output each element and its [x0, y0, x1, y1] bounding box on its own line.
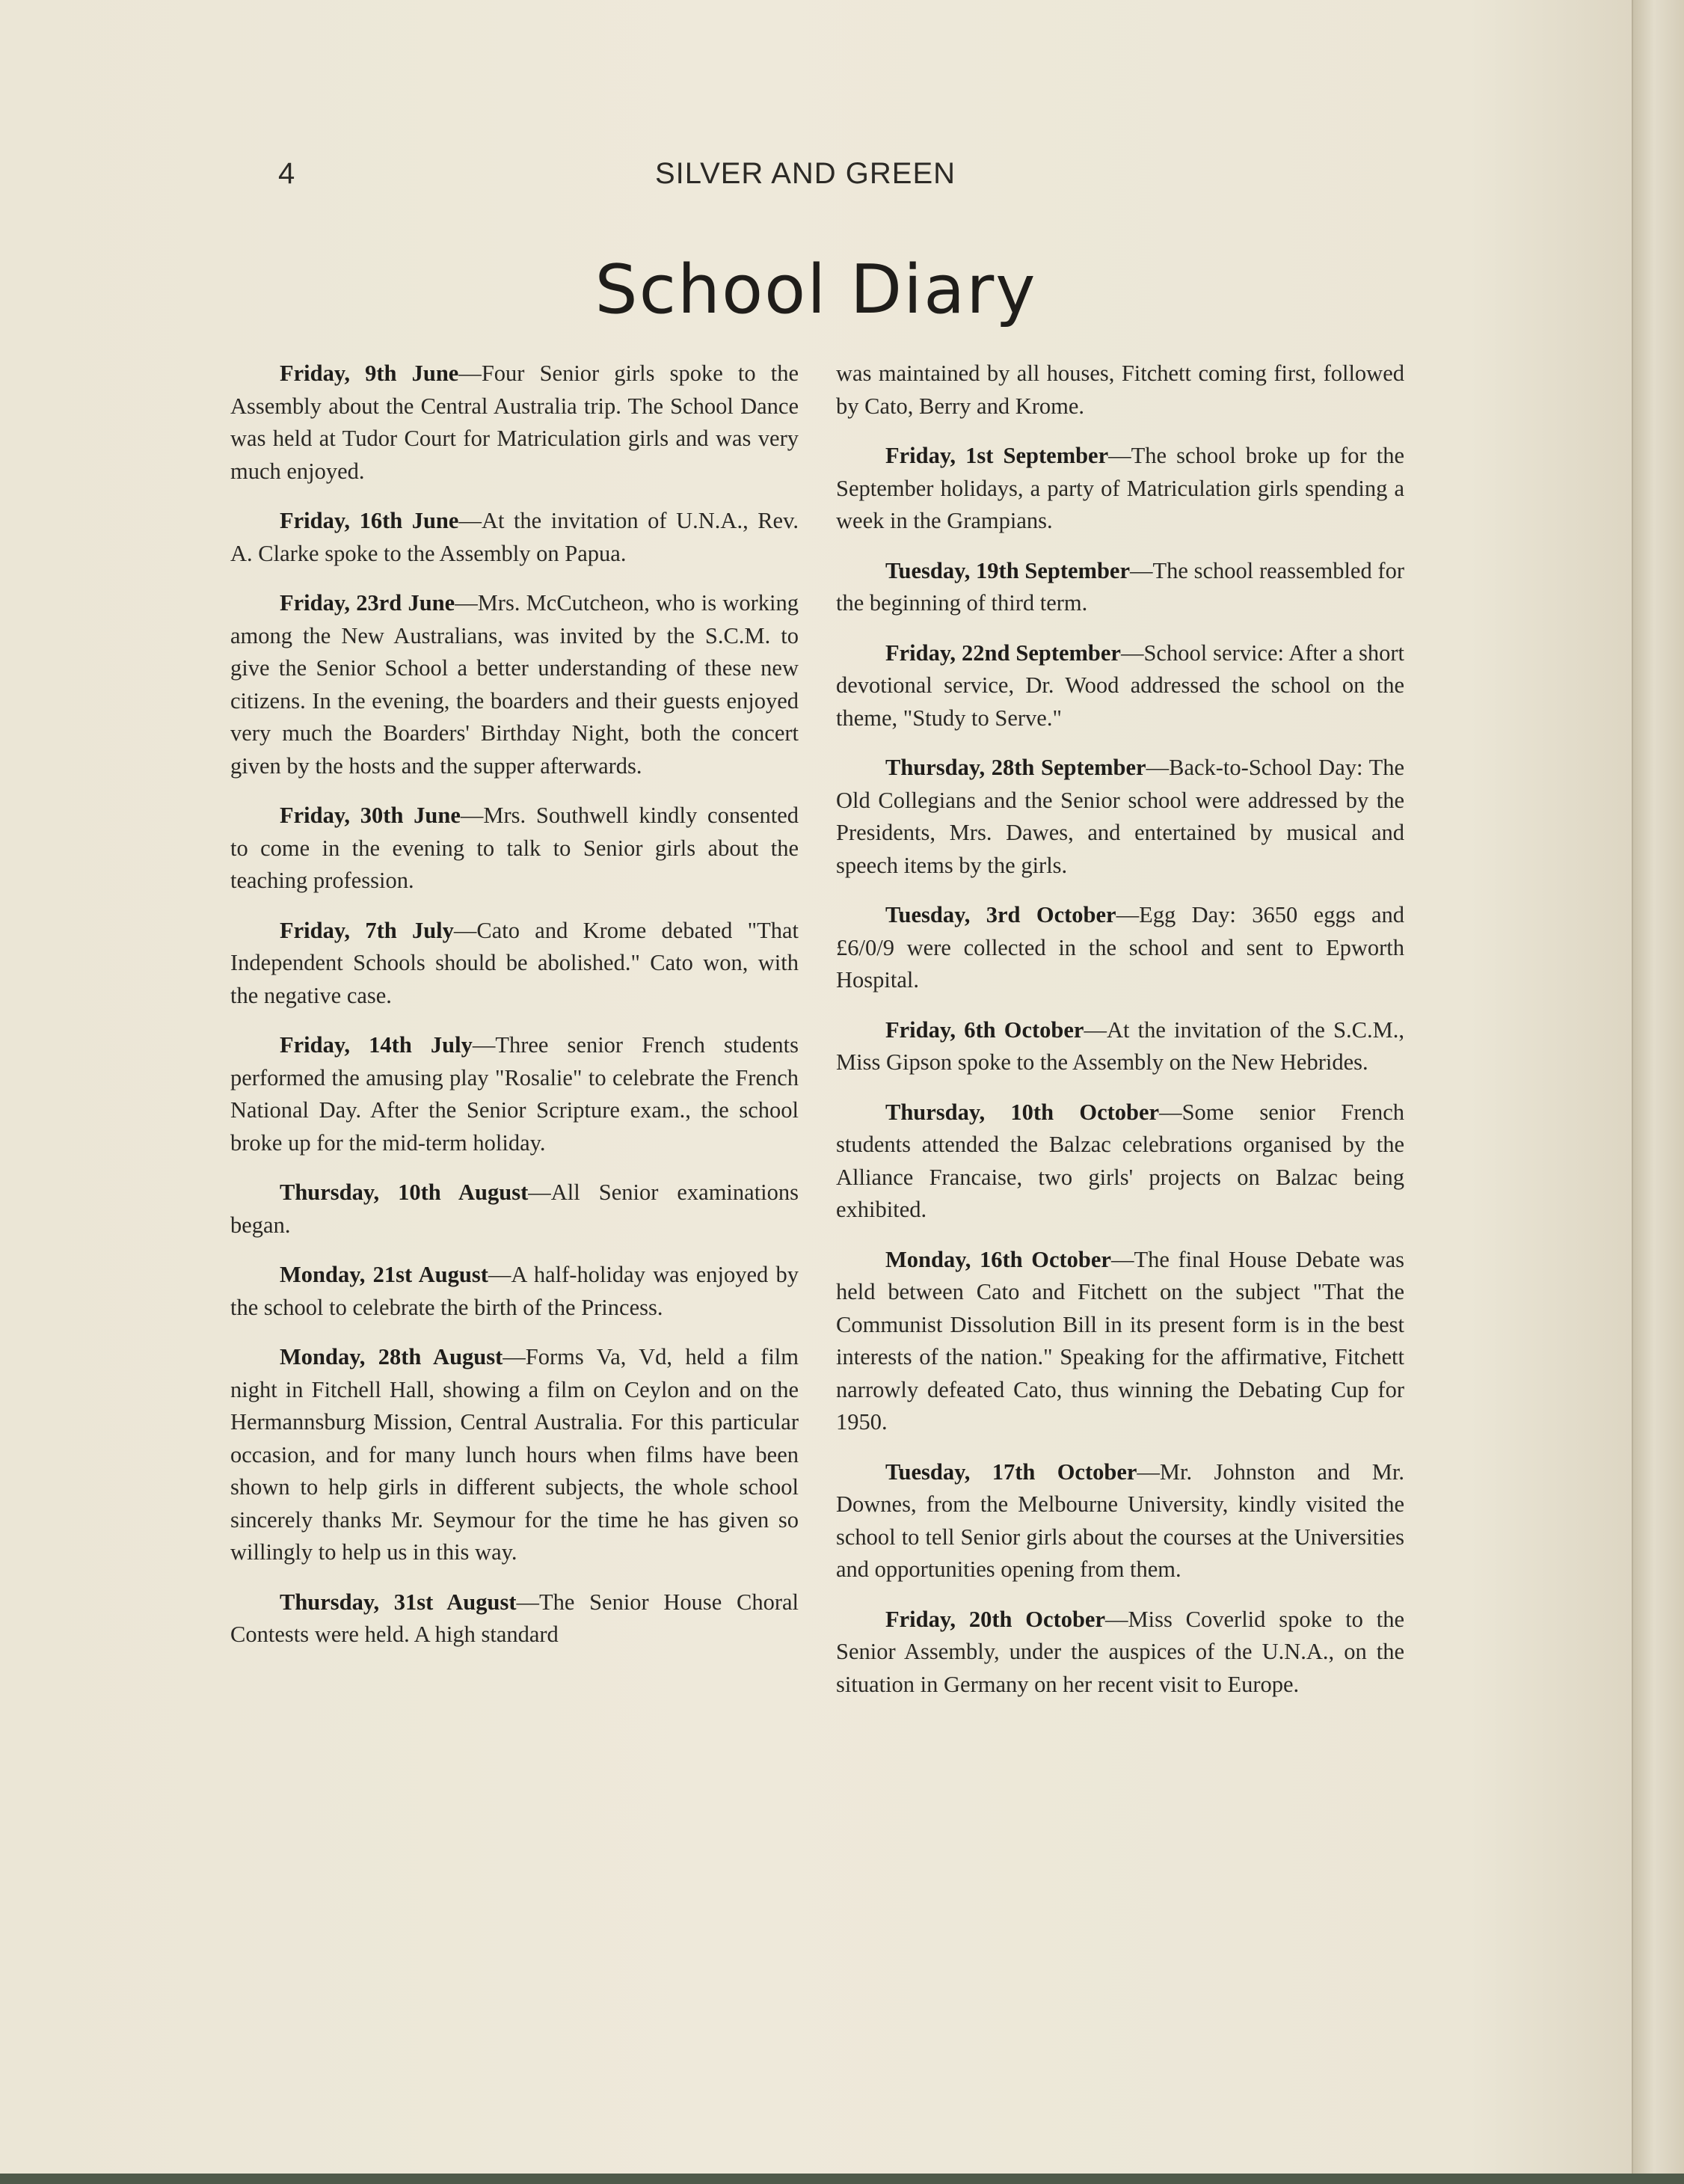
left-column: [230, 358, 799, 1669]
diary-entry: [836, 637, 1404, 735]
diary-entry: [230, 800, 799, 898]
entry-date: Monday, 16th October: [885, 1246, 1111, 1272]
diary-entry: [230, 1586, 799, 1651]
entry-date: Thursday, 10th October: [885, 1099, 1160, 1125]
diary-entry: [836, 358, 1404, 423]
diary-entry: [836, 752, 1404, 882]
entry-text: —Mrs. McCutcheon, who is working among the New Australians, was invited by the S.C.M. to give the Senior School a better understanding of these new citizens. In the evening, the boarders and their guests enjoyed very much the Boarders' Birthday Night, both the concert given by the hosts and the supper afterwards.: [230, 590, 799, 779]
entry-text: was maintained by all houses, Fitchett coming first, followed by Cato, Berry and Krome.: [836, 361, 1404, 419]
entry-date: Friday, 14th July: [280, 1032, 473, 1058]
diary-entry: [836, 1604, 1404, 1702]
page-number: 4: [278, 157, 295, 190]
diary-entry: [230, 358, 799, 488]
diary-entry: [230, 505, 799, 570]
entry-date: Friday, 20th October: [885, 1606, 1106, 1632]
entry-text: —The school reassembled for the beginning of third term.: [836, 557, 1404, 616]
entry-text: —Mrs. Southwell kindly consented to come in the evening to talk to Senior girls about the teaching profession.: [230, 803, 799, 893]
entry-text: —At the invitation of the S.C.M., Miss Gipson spoke to the Assembly on the New Hebrides.: [836, 1016, 1405, 1075]
entry-date: Friday, 6th October: [885, 1016, 1084, 1043]
diary-entry: [836, 555, 1404, 620]
diary-entry: [230, 1177, 799, 1242]
entry-date: Tuesday, 19th September: [885, 557, 1130, 583]
diary-entry: [836, 1014, 1404, 1079]
cover-edge: [0, 2174, 1684, 2184]
running-head: SILVER AND GREEN: [655, 157, 956, 190]
entry-date: Tuesday, 17th October: [885, 1458, 1137, 1485]
entry-date: Thursday, 10th August: [280, 1180, 529, 1205]
diary-entry: [230, 587, 799, 782]
entry-date: Thursday, 31st August: [280, 1589, 517, 1615]
entry-text: —Some senior French students attended the Balzac celebrations organised by the Alliance Francaise, two girls' projects on Balzac being exhibited.: [836, 1099, 1404, 1222]
entry-date: Monday, 21st August: [280, 1262, 488, 1287]
diary-entry: [836, 899, 1404, 997]
entry-text: —The final House Debate was held between Cato and Fitchett on the subject "That the Communist Dissolution Bill in its present form is in the best interests of the nation." Speaking for the affirmative, Fitchett narrowly defeated Cato, thus winning the Debating Cup for 1950.: [836, 1246, 1405, 1435]
right-column: [836, 358, 1404, 1718]
diary-entry: [230, 1029, 799, 1159]
entry-text: —The school broke up for the September holidays, a party of Matriculation girls spending a week in the Grampians.: [836, 443, 1404, 533]
entry-text: —Back-to-School Day: The Old Collegians and the Senior school were addressed by the Presidents, Mrs. Dawes, and entertained by musical and speech items by the girls.: [836, 755, 1404, 878]
entry-date: Friday, 1st September: [885, 443, 1109, 468]
entry-text: —At the invitation of U.N.A., Rev. A. Clarke spoke to the Assembly on Papua.: [230, 508, 799, 566]
entry-text: —Miss Coverlid spoke to the Senior Assembly, under the auspices of the U.N.A., on the situation in Germany on her recent visit to Europe.: [836, 1606, 1404, 1697]
entry-text: —Three senior French students performed the amusing play "Rosalie" to celebrate the French National Day. After the Senior Scripture exam., the school broke up for the mid-term holiday.: [230, 1032, 799, 1156]
diary-entry: [230, 915, 799, 1013]
entry-text: —Four Senior girls spoke to the Assembly about the Central Australia trip. The School Dance was held at Tudor Court for Matriculation girls and was very much enjoyed.: [230, 361, 799, 484]
page-title: School Diary: [594, 251, 1037, 329]
entry-text: —The Senior House Choral Contests were held. A high standard: [230, 1589, 799, 1647]
entry-text: —School service: After a short devotional service, Dr. Wood addressed the school on the theme, "Study to Serve.": [836, 639, 1405, 731]
diary-entry: [230, 1341, 799, 1569]
entry-date: Friday, 22nd September: [885, 639, 1121, 666]
entry-date: Friday, 30th June: [280, 803, 461, 828]
entry-date: Friday, 16th June: [280, 508, 459, 533]
entry-text: —Egg Day: 3650 eggs and £6/0/9 were collected in the school and sent to Epworth Hospital.: [836, 902, 1404, 993]
entry-text: —Mr. Johnston and Mr. Downes, from the Melbourne University, kindly visited the school to tell Senior girls about the courses at the Universities and opportunities opening from them.: [836, 1458, 1404, 1582]
entry-date: Friday, 7th July: [280, 917, 454, 943]
entry-date: Tuesday, 3rd October: [885, 902, 1116, 927]
diary-entry: [836, 1456, 1404, 1586]
entry-date: Thursday, 28th September: [885, 755, 1146, 780]
diary-entry: [230, 1259, 799, 1324]
entry-date: Monday, 28th August: [280, 1344, 503, 1369]
entry-date: Friday, 9th June: [280, 361, 459, 386]
entry-text: —All Senior examinations began.: [230, 1180, 799, 1238]
binding-edge: [1632, 0, 1684, 2184]
entry-date: Friday, 23rd June: [280, 590, 455, 616]
diary-entry: [836, 1244, 1404, 1439]
diary-entry: [836, 1096, 1404, 1227]
entry-text: —A half-holiday was enjoyed by the school to celebrate the birth of the Princess.: [230, 1262, 799, 1320]
diary-entry: [836, 440, 1404, 538]
entry-text: —Forms Va, Vd, held a film night in Fitchell Hall, showing a film on Ceylon and on the Hermannsburg Mission, Central Australia. For this particular occasion, and for many lunch hours when films have been shown to help girls in different subjects, the whole school sincerely thanks Mr. Seymour for the time he has given so willingly to help us in this way.: [230, 1344, 799, 1565]
entry-text: —Cato and Krome debated "That Independent Schools should be abolished." Cato won, with the negative case.: [230, 917, 799, 1008]
